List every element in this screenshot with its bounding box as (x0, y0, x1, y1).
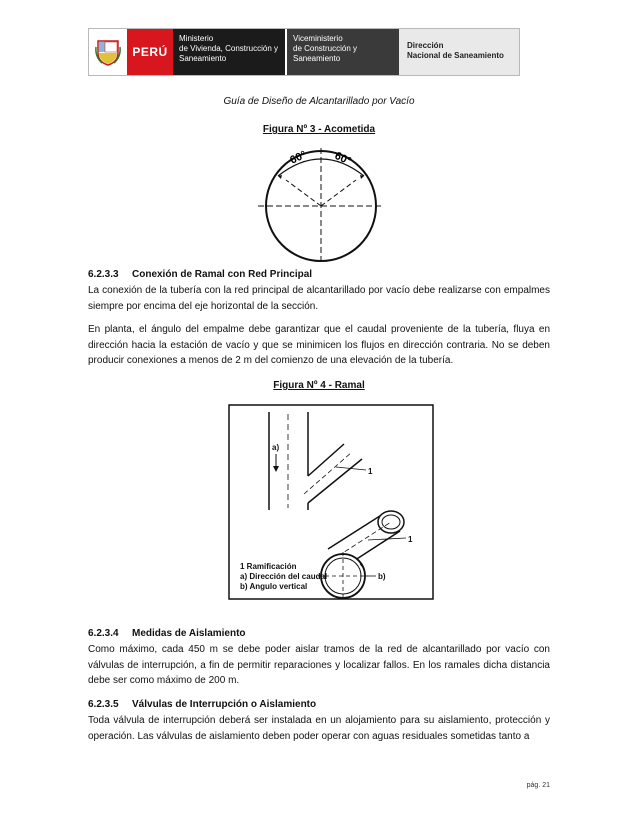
legend-item-1: 1 Ramificación (240, 562, 297, 571)
legend-item-a: a) Dirección del caudal (240, 572, 328, 581)
section-number: 6.2.3.4 (88, 628, 119, 639)
section-title: Válvulas de Interrupción o Aislamiento (132, 699, 317, 710)
page-number: pág. 21 (526, 782, 550, 789)
ministry-line: de Vivienda, Construcción y (179, 44, 279, 53)
figure-4-ramal-diagram (228, 404, 434, 600)
angle-left-label: 60° (288, 148, 309, 167)
section-6235-heading (88, 697, 550, 713)
section-title: Medidas de Aislamiento (132, 628, 246, 639)
section-6234-paragraph-1: Como máximo, cada 450 m se debe poder aislar tramos de la red de alcantarillado por vacío con válvulas de interrupción, a fin de permitir reparaciones y localizar fallos. En los ramales dicha distancia debe ser como máximo de 200 m. (88, 644, 550, 686)
branch-edge-upper (308, 444, 344, 476)
figure-3-acometida-diagram (258, 140, 384, 266)
section-6234-heading (88, 626, 550, 642)
ministry-line: Saneamiento (179, 54, 227, 63)
label-1-bottom: 1 (408, 535, 413, 544)
section-pipe-edge-left (328, 514, 383, 549)
viceministry-block (287, 29, 399, 75)
section-number: 6.2.3.5 (88, 699, 119, 710)
viceministry-line: Saneamiento (293, 54, 341, 63)
label-1-top: 1 (368, 467, 373, 476)
figure-4-title: Figura Nº 4 - Ramal (273, 380, 365, 391)
country-badge: PERÚ (127, 29, 173, 75)
ministry-block (173, 29, 285, 75)
section-6235-paragraph-1: Toda válvula de interrupción deberá ser instalada en un alojamiento para su aislamiento, protección y operación. Las válvulas de aislamiento deben poder operar con aguas residuales sometidas tanto a (88, 715, 550, 742)
direction-line: Nacional de Saneamiento (407, 51, 504, 60)
viceministry-line: Viceministerio (293, 34, 343, 43)
section-6233-heading (88, 267, 550, 283)
ministry-line: Ministerio (179, 34, 214, 43)
section-title: Conexión de Ramal con Red Principal (132, 269, 313, 280)
flow-arrow-head (273, 466, 279, 472)
label-a: a) (272, 443, 280, 452)
direction-block (399, 29, 519, 75)
direction-line: Dirección (407, 41, 444, 50)
national-seal-icon (89, 29, 127, 75)
angle-right-label: 60° (332, 149, 353, 168)
section-number: 6.2.3.3 (88, 269, 119, 280)
section-6233-paragraph-1: La conexión de la tubería con la red principal de alcantarillado por vacío debe realizarse con empalmes siempre por encima del eje horizontal de la sección. (88, 285, 550, 312)
legend-item-b: b) Angulo vertical (240, 582, 308, 591)
section-6233-paragraph-2: En planta, el ángulo del empalme debe garantizar que el caudal proveniente de la tubería, fluya en dirección hacia la estación de vacío y que se minimicen los flujos en dirección contraria. No se deben producir conexiones a menos de 2 m del comienzo de una elevación de la tubería. (88, 324, 550, 366)
branch-edge-lower (308, 459, 362, 503)
viceministry-line: de Construcción y (293, 44, 358, 53)
label-b: b) (378, 572, 386, 581)
right-60-line (321, 180, 356, 206)
running-title: Guía de Diseño de Alcantarillado por Vacío (223, 96, 415, 107)
figure-3-title: Figura Nº 3 - Acometida (262, 124, 376, 135)
institution-header (88, 28, 520, 76)
left-60-line (286, 180, 321, 206)
